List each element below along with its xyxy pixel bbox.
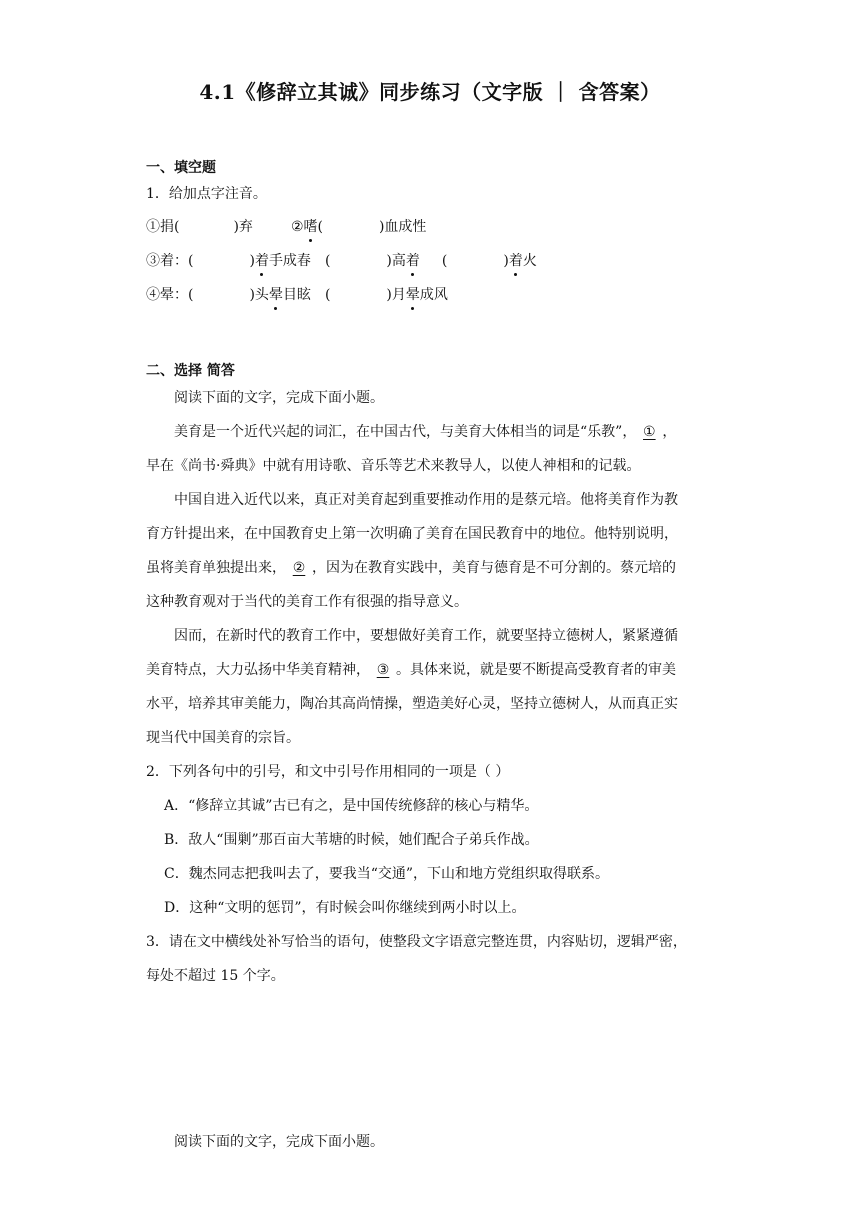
- row3-item-a-close: )头: [249, 287, 269, 303]
- option-b: B．敌人“围剿”那百亩大苇塘的时候，她们配合子弟兵作战。: [164, 832, 539, 848]
- option-c: C．魏杰同志把我叫去了，要我当“交通”，下山和地方党组织取得联系。: [164, 866, 610, 882]
- passage-p3-line2: 美育特点，大力弘扬中华美育精神， ③ 。具体来说，就是要不断提高受教育者的审美: [146, 662, 676, 678]
- row2-prefix: ③着：(: [146, 253, 194, 269]
- row3-prefix: ④晕：(: [146, 287, 194, 303]
- row1-item-b-suffix: )血成性: [378, 219, 427, 235]
- row2-item-c-open: (: [441, 253, 448, 269]
- passage-p1-line1: 美育是一个近代兴起的词汇，在中国古代，与美育大体相当的词是“乐教”， ① ，: [174, 424, 677, 440]
- passage-p3-line4: 现当代中国美育的宗旨。: [146, 730, 300, 746]
- row3-item-b-rest: 成风: [419, 287, 448, 303]
- row2-item-c-rest: 火: [522, 253, 537, 269]
- passage-p2-line3: 虽将美育单独提出来， ② ，因为在教育实践中，美育与德育是不可分割的。蔡元培的: [146, 560, 676, 576]
- pinyin-row-2: [146, 251, 537, 271]
- passage-p2-line2: 育方针提出来，在中国教育史上第一次明确了美育在国民教育中的地位。他特别说明，: [146, 526, 678, 542]
- emphasis-dot-char: 晕: [405, 287, 420, 303]
- emphasis-dot-char: 着: [405, 253, 420, 269]
- row3-item-b-close: )月: [386, 287, 406, 303]
- passage-p2-line4: 这种教育观对于当代的美育工作有很强的指导意义。: [146, 594, 468, 610]
- row1-item-b-open: (: [317, 219, 323, 235]
- section-heading-choice-short-answer: 二、选择 简答: [146, 363, 235, 379]
- row1-item-a-prefix: ①捐(: [146, 219, 180, 235]
- row3-item-a-rest: 目眩: [282, 287, 311, 303]
- pinyin-row-3: [146, 285, 448, 305]
- emphasis-dot-char: 晕: [268, 287, 283, 303]
- passage-p2-line1: 中国自进入近代以来，真正对美育起到重要推动作用的是蔡元培。他将美育作为教: [174, 492, 678, 508]
- row2-item-b-open: (: [324, 253, 331, 269]
- pinyin-row-1: [146, 217, 426, 237]
- passage-p1-line2: 早在《尚书·舜典》中就有用诗歌、音乐等艺术来教导人，以使人神相和的记载。: [146, 458, 641, 474]
- document-title: 4.1《修辞立其诚》同步练习（文字版 ｜ 含答案）: [199, 80, 661, 104]
- row3-item-b-open: (: [324, 287, 331, 303]
- row2-item-b-close: )高: [386, 253, 406, 269]
- question-3-line2: 每处不超过 15 个字。: [146, 968, 285, 984]
- question-3-line1: 3．请在文中横线处补写恰当的语句，使整段文字语意完整连贯，内容贴切，逻辑严密，: [146, 934, 687, 950]
- blank-1: ①: [643, 424, 656, 440]
- emphasis-dot-char: 着: [254, 253, 269, 269]
- option-d: D．这种“文明的惩罚”，有时候会叫你继续到两小时以上。: [164, 900, 526, 916]
- emphasis-dot-char: 着: [508, 253, 523, 269]
- row1-item-a-suffix: )弃: [233, 219, 253, 235]
- passage-p3-line1: 因而，在新时代的教育工作中，要想做好美育工作，就要坚持立德树人，紧紧遵循: [174, 628, 678, 644]
- row2-item-c-close: ): [503, 253, 509, 269]
- row2-item-a-close: ): [249, 253, 255, 269]
- question-1: 1．给加点字注音。: [146, 186, 267, 202]
- question-2: 2．下列各句中的引号，和文中引号作用相同的一项是（ ）: [146, 764, 510, 780]
- reading-intro: 阅读下面的文字，完成下面小题。: [174, 390, 384, 406]
- option-a: A．“修辞立其诚”古已有之，是中国传统修辞的核心与精华。: [164, 798, 539, 814]
- blank-2: ②: [292, 560, 306, 576]
- row2-item-a-rest: 手成春: [268, 253, 311, 269]
- reading-intro-2: 阅读下面的文字，完成下面小题。: [174, 1134, 384, 1150]
- section-heading-fill-in: 一、填空题: [146, 160, 216, 176]
- row1-item-b-prefix: ②: [290, 219, 304, 235]
- passage-p3-line3: 水平，培养其审美能力，陶冶其高尚情操，塑造美好心灵，坚持立德树人，从而真正实: [146, 696, 678, 712]
- emphasis-dot-char: 嗜: [303, 219, 318, 235]
- blank-3: ③: [376, 662, 390, 678]
